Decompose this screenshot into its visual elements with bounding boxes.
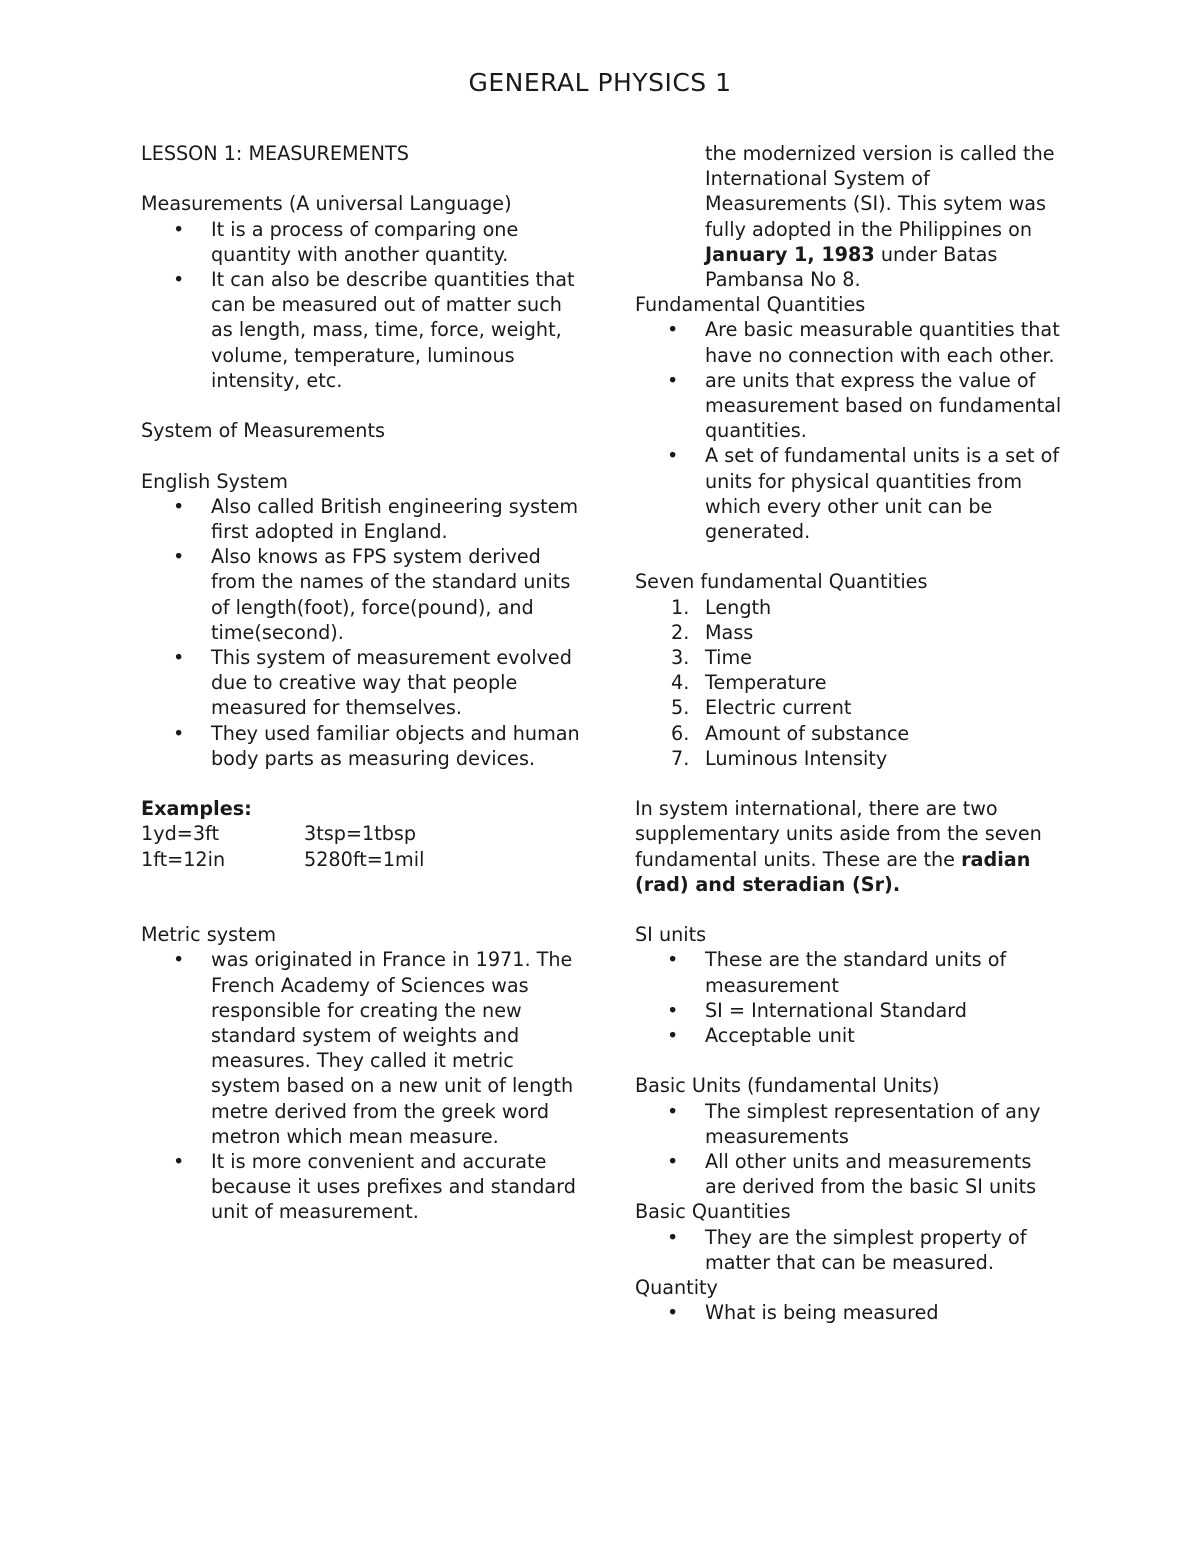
list-item: • It is a process of comparing one quantity with another quantity. — [141, 217, 581, 267]
example-row — [141, 847, 581, 872]
metric-heading: Metric system — [141, 923, 277, 947]
measurements-list — [141, 217, 581, 393]
supplementary-paragraph — [635, 796, 1065, 897]
basic-units-list — [635, 1099, 1065, 1200]
list-number: 4. — [671, 671, 690, 695]
list-item: • It is more convenient and accurate because it uses prefixes and standard unit of measurement. — [141, 1149, 581, 1225]
list-text: Temperature — [705, 671, 827, 695]
list-text: Luminous Intensity — [705, 746, 888, 770]
lesson-heading: LESSON 1: MEASUREMENTS — [141, 142, 409, 165]
metric-list — [141, 947, 581, 1224]
list-item — [635, 746, 1065, 771]
list-item: • They are the simplest property of matter that can be measured. — [635, 1225, 1065, 1275]
list-item: • It can also be describe quantities that can be measured out of matter such as length, mass, time, force, weight, volume, temperature, luminous intensity, etc. — [141, 267, 581, 393]
list-item — [635, 695, 1065, 720]
si-intro-text-end: under Batas Pambansa No 8. — [705, 242, 998, 292]
list-number: 2. — [671, 620, 690, 644]
system-heading: System of Measurements — [141, 419, 385, 443]
left-column — [141, 141, 581, 1225]
list-item — [635, 721, 1065, 746]
list-item: • Also knows as FPS system derived from the names of the standard units of length(foot), force(pound), and time(second). — [141, 544, 581, 645]
example-value: 1ft=12in — [141, 847, 226, 871]
list-item: • A set of fundamental units is a set of units for physical quantities from which every other unit can be generated. — [635, 443, 1065, 544]
english-heading: English System — [141, 469, 288, 493]
list-text: Time — [705, 646, 752, 670]
example-value: 5280ft=1mil — [304, 847, 425, 871]
list-item: • Are basic measurable quantities that have no connection with each other. — [635, 317, 1065, 367]
list-item: • They used familiar objects and human body parts as measuring devices. — [141, 721, 581, 771]
list-item: • This system of measurement evolved due to creative way that people measured for themselves. — [141, 645, 581, 721]
list-text: Length — [705, 595, 772, 619]
example-value: 1yd=3ft — [141, 822, 219, 846]
list-item: • are units that express the value of measurement based on fundamental quantities. — [635, 368, 1065, 444]
si-units-heading: SI units — [635, 923, 707, 947]
basic-quantities-list — [635, 1225, 1065, 1275]
list-text: Electric current — [705, 696, 852, 720]
list-item: • SI = International Standard — [635, 998, 1065, 1023]
si-intro-text: the modernized version is called the International System of Measurements (SI). This sytem was fully adopted in the Philippines on — [705, 142, 1055, 241]
example-row — [141, 821, 581, 846]
supplementary-units: radian (rad) and steradian (Sr). — [635, 847, 1031, 896]
list-item: • Also called British engineering system first adopted in England. — [141, 494, 581, 544]
list-text: Amount of substance — [705, 721, 910, 745]
fundamental-list — [635, 317, 1065, 544]
quantity-heading: Quantity — [635, 1276, 718, 1300]
measurements-heading: Measurements (A universal Language) — [141, 192, 512, 216]
si-units-list — [635, 947, 1065, 1048]
list-item: • All other units and measurements are derived from the basic SI units — [635, 1149, 1065, 1199]
list-item — [635, 645, 1065, 670]
list-item — [635, 620, 1065, 645]
list-number: 5. — [671, 696, 690, 720]
list-text: Mass — [705, 620, 754, 644]
si-intro-paragraph — [635, 141, 1065, 292]
si-intro-date: January 1, 1983 — [705, 242, 875, 266]
list-item: • The simplest representation of any measurements — [635, 1099, 1065, 1149]
page-title: GENERAL PHYSICS 1 — [468, 68, 732, 97]
list-number: 7. — [671, 746, 690, 770]
seven-quantities-list — [635, 595, 1065, 771]
list-item: • was originated in France in 1971. The French Academy of Sciences was responsible for creating the new standard system of weights and measures. They called it metric system based on a new unit of length metre derived from the greek word metron which mean measure. — [141, 947, 581, 1149]
supplementary-text: In system international, there are two supplementary units aside from the seven fundamental units. These are the — [635, 797, 1042, 871]
english-list — [141, 494, 581, 771]
right-column — [635, 141, 1065, 1325]
fundamental-heading: Fundamental Quantities — [635, 293, 866, 317]
list-item: • These are the standard units of measurement — [635, 947, 1065, 997]
list-item — [635, 595, 1065, 620]
example-value: 3tsp=1tbsp — [304, 822, 417, 846]
list-number: 1. — [671, 595, 690, 619]
si-intro-continuation — [635, 141, 1065, 292]
seven-heading: Seven fundamental Quantities — [635, 570, 928, 594]
list-number: 6. — [671, 721, 690, 745]
basic-units-heading: Basic Units (fundamental Units) — [635, 1074, 940, 1098]
list-item: • Acceptable unit — [635, 1023, 1065, 1048]
basic-quantities-heading: Basic Quantities — [635, 1200, 791, 1224]
list-item: • What is being measured — [635, 1300, 1065, 1325]
list-item — [635, 670, 1065, 695]
list-number: 3. — [671, 646, 690, 670]
examples-label: Examples: — [141, 797, 252, 821]
quantity-list — [635, 1300, 1065, 1325]
